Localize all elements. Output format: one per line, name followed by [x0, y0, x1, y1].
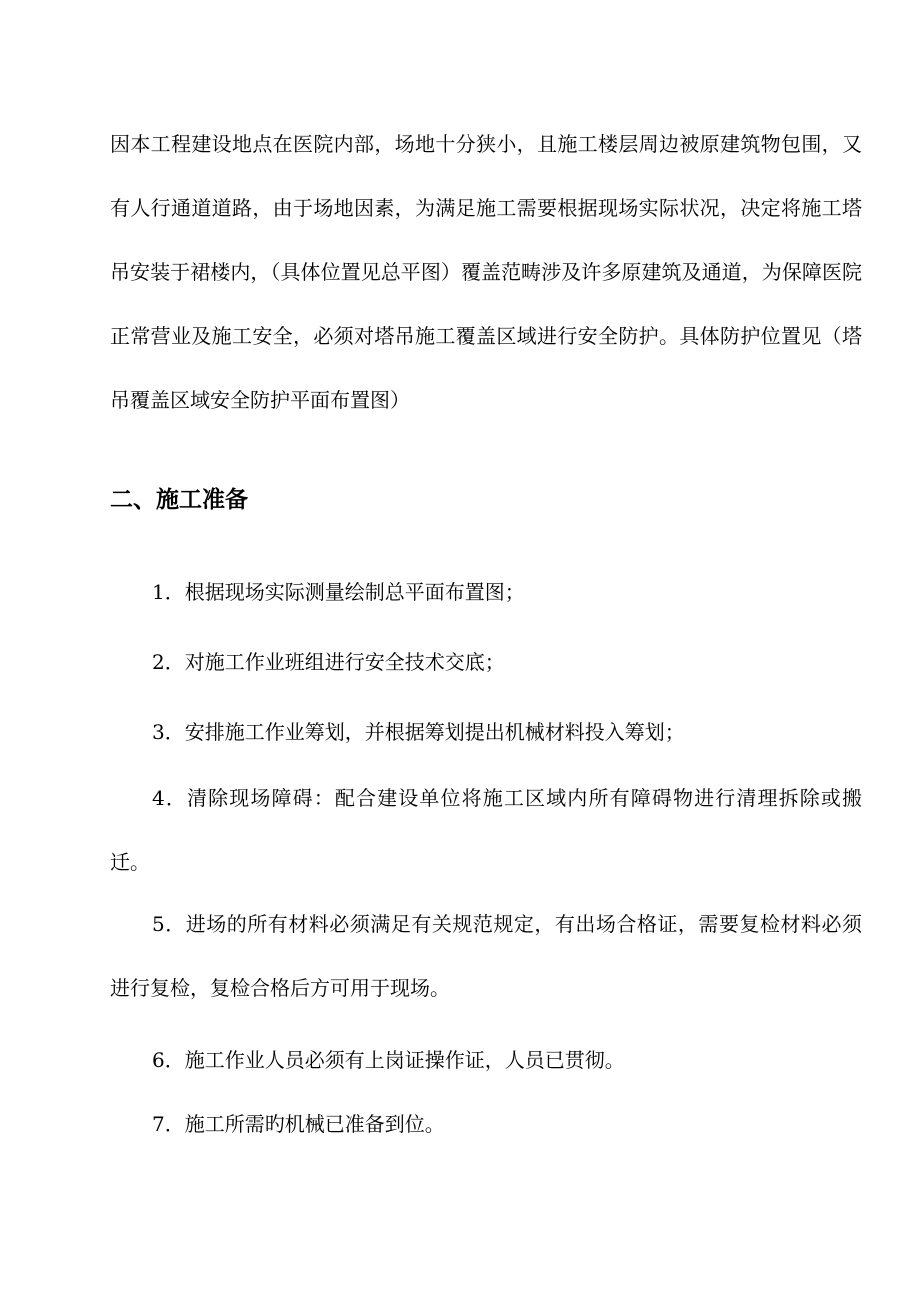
list-item-6: 6．施工作业人员必须有上岗证操作证，人员已贯彻。: [152, 1048, 625, 1072]
section-heading: 二、施工准备: [110, 486, 248, 513]
list-item-7: 7．施工所需旳机械已准备到位。: [152, 1112, 445, 1136]
intro-paragraph: 因本工程建设地点在医院内部，场地十分狭小，且施工楼层周边被原建筑物包围，又有人行通道道路，由于场地因素，为满足施工需要根据现场实际状况，决定将施工塔吊安装于裙楼内，（具体位置见总平图）覆盖范畴涉及许多原建筑及通道，为保障医院正常营业及施工安全，必须对塔吊施工覆盖区域进行安全防护。具体防护位置见（塔吊覆盖区域安全防护平面布置图）: [110, 132, 862, 412]
list-item-2: 2．对施工作业班组进行安全技术交底；: [152, 650, 505, 674]
list-item-1: 1．根据现场实际测量绘制总平面布置图；: [152, 580, 525, 604]
list-item-4: 4．清除现场障碍：配合建设单位将施工区域内所有障碍物进行清理拆除或搬迁。: [110, 786, 862, 874]
list-item-3: 3．安排施工作业筹划，并根据筹划提出机械材料投入筹划；: [152, 720, 685, 744]
list-item-5: 5．进场的所有材料必须满足有关规范规定，有出场合格证，需要复检材料必须进行复检，复检合格后方可用于现场。: [110, 912, 862, 1000]
